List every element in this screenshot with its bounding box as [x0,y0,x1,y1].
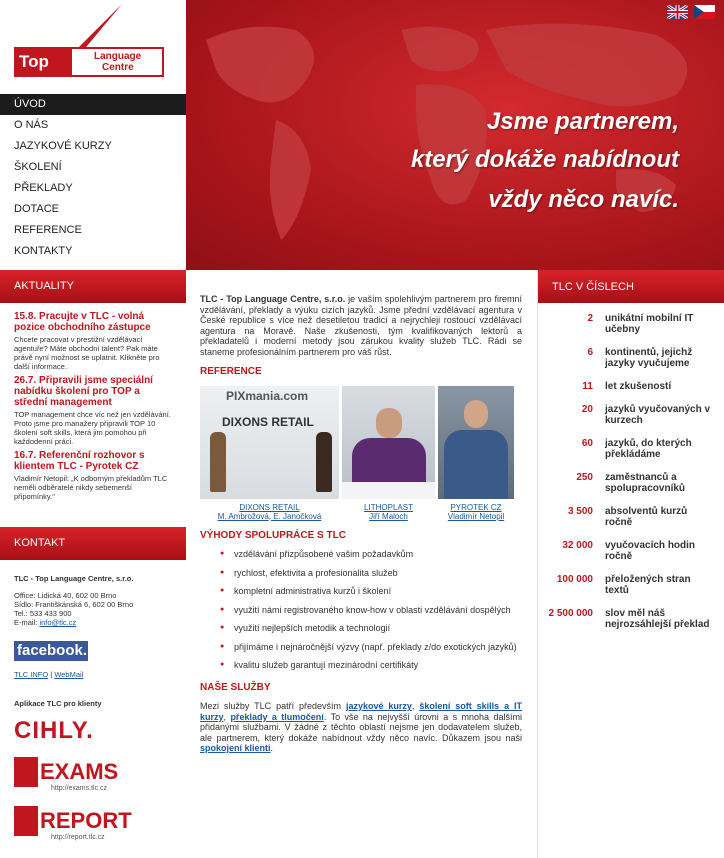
logo-line-1: Language [94,51,142,62]
stat-item [538,540,724,562]
services-text-part: . [270,743,274,753]
stats-heading: TLC V ČÍSLECH [538,270,724,303]
logo-top: Top [16,49,72,75]
report-name: REPORT [40,808,132,833]
slogan-line-3: vždy něco navíc. [488,186,679,213]
main-nav [0,94,186,262]
intro-text [200,294,522,357]
link-preklady-tlumoceni[interactable]: překlady a tlumočení [230,711,324,722]
reference-company-link[interactable]: DIXONS RETAIL [239,502,300,512]
news-title[interactable]: 15.8. Pracujte v TLC - volná pozice obchodního zástupce [14,311,151,333]
logo-box [14,47,164,77]
services-text-part: . To vše na nejvyšší úrovni a s mnoha dalšími přidanými službami. V žádné z těchto oblastí nejsme jen dodavatelem služeb, ale partnerem, který dokáže nabídnout vždy něco navíc. Důkazem jsou naši [200,711,522,743]
reference-gallery [200,386,522,521]
news-text: Chcete pracovat v prestižní vzdělávací agentuře? Máte obchodní talent? Pak máte právě nyní možnost se uplatnit. Klikněte pro další informace. [14,335,160,371]
logo-line-2: Centre [102,62,134,73]
report-app-logo[interactable] [14,806,132,841]
exams-app-logo[interactable] [14,757,119,792]
link-separator: | [50,670,53,679]
stat-item [538,347,724,369]
nav-item-o-nas[interactable]: O NÁS [14,119,49,131]
list-item: ● využití námi registrovaného know-how v oblasti vzdělávání dospělých [220,605,522,616]
stat-number: 100 000 [556,574,593,585]
news-title[interactable]: 16.7. Referenční rozhovor s klientem TLC - Pyrotek CZ [14,450,145,472]
stat-item [538,472,724,494]
list-item: ● rychlost, efektivita a profesionalita služeb [220,568,522,579]
stat-label: přeložených stran textů [605,574,691,596]
stat-number: 2 500 000 [548,608,593,619]
slogan-line-2: který dokáže nabídnout [410,146,679,173]
reference-company-link[interactable]: LITHOPLAST [364,502,413,512]
hero-banner [186,0,724,270]
contact-links [14,670,83,679]
tlc-info-link[interactable]: TLC INFO [14,670,49,679]
services-text-part: Mezi služby TLC patří především [200,701,346,711]
benefits-list [220,549,522,671]
intro-company: TLC - Top Language Centre, s.r.o. [200,294,346,304]
reference-photo [342,386,435,499]
apps-title: Aplikace TLC pro klienty [14,699,102,708]
reference-person-link[interactable]: Vladimír Netopil [447,511,505,521]
nav-item-reference[interactable]: REFERENCE [14,224,82,236]
news-title[interactable]: 26.7. Připravili jsme speciální nabídku školení pro TOP a střední management [14,375,153,408]
stat-label: slov měl náš nejrozsáhlejší překlad [605,608,710,630]
webmail-link[interactable]: WebMail [54,670,84,679]
stat-number: 2 [587,313,593,324]
stat-label: kontinentů, jejichž jazyky vyučujeme [605,347,693,369]
reference-card[interactable] [438,386,514,521]
list-item: ● kompletní administrativa kurzů i školení [220,586,522,597]
reference-card[interactable] [342,386,435,521]
contact-seat: Sídlo: Františkánská 6, 602 00 Brno [14,600,134,609]
contact-tel: Tel.: 533 433 900 [14,609,72,618]
photo-sign-pixmania: PIXmania.com [226,388,309,403]
link-jazykove-kurzy[interactable]: jazykové kurzy [345,701,412,711]
stat-label: unikátní mobilní IT učebny [605,313,694,335]
kontakt-heading: KONTAKT [0,527,186,560]
reference-person-link[interactable]: M. Ambrožová, E. Janočková [217,511,322,521]
stat-label: vyučovacích hodin ročně [605,540,696,562]
exams-url: http://exams.tlc.cz [51,785,108,792]
stat-item [538,404,724,426]
exams-icon [14,757,38,787]
stat-number: 3 500 [567,506,593,517]
report-icon [14,806,38,836]
list-item: ● vzdělávání přizpůsobené vašim požadavkům [220,549,522,560]
link-skoleni-soft-skills[interactable]: školení soft skills a IT kurzy [200,701,522,722]
link-spokojeni-klienti[interactable]: spokojení klienti [200,743,271,753]
contact-email-row [14,618,184,627]
contact-email-link[interactable]: info@tlc.cz [39,618,77,627]
news-list [14,311,174,505]
benefits-heading: VÝHODY SPOLUPRÁCE S TLC [200,529,346,541]
reference-person-link[interactable]: Jiří Maloch [369,511,408,521]
contact-email-label: E-mail: [14,618,38,627]
stat-item [538,574,724,596]
contact-office: Office: Lidická 40, 602 00 Brno [14,591,117,600]
logo[interactable] [0,0,186,94]
stat-number: 6 [587,347,593,358]
list-item: ● kvalitu služeb garantují mezinárodní certifikáty [220,660,522,671]
nav-item-kontakty[interactable]: KONTAKTY [14,245,73,257]
uk-flag-icon[interactable] [667,5,688,19]
list-item: ● přijímáme i nejnáročnější výzvy (např. překlady z/do exotických jazyků) [220,642,522,653]
stat-label: absolventů kurzů ročně [605,506,688,528]
nav-item-jazykove-kurzy[interactable]: JAZYKOVÉ KURZY [14,140,112,152]
reference-photo [200,386,339,499]
cz-flag-icon[interactable] [694,5,715,19]
reference-heading: REFERENCE [200,366,262,377]
stat-item [538,438,724,460]
report-url: http://report.tlc.cz [51,834,105,841]
main-content [200,294,522,754]
reference-company-link[interactable]: PYROTEK CZ [450,502,502,512]
nav-item-skoleni[interactable]: ŠKOLENÍ [14,161,62,173]
news-text: Vladimír Netopil: „K odborným překladům TLC neměli odběratelé nikdy sebemenší připomínky." [14,474,168,501]
stat-label: jazyků, do kterých překládáme [605,438,692,460]
stat-label: jazyků vyučovaných v kurzech [605,404,711,426]
stat-label: let zkušeností [605,381,672,392]
stat-item [538,608,724,630]
contact-info [14,574,184,627]
contact-company: TLC - Top Language Centre, s.r.o. [14,574,134,583]
services-text-part: , [223,711,231,722]
stat-number: 32 000 [562,540,593,551]
nav-item-uvod[interactable]: ÚVOD [0,94,190,115]
stat-item [538,381,724,392]
intro-body: je vaším spolehlivým partnerem pro firemní vzdělávání, překlady a výuku cizích jazyků. Jsme přední vzdělávací agentura v České republice s více než desetiletou tradicí a nejrychleji rostoucí vzdělávací agentura na Moravě. Naše zkušenosti, tým kvalifikovaných lektorů a překladatelů i moderní metody jsou zárukou kvality služeb TLC. Rádi se staneme profesionálním partnerem pro váš růst. [200,294,522,357]
list-item: ● využití nejlepších metodik a technologií [220,623,522,634]
stat-number: 11 [582,381,593,392]
stat-number: 60 [581,438,593,449]
reference-card[interactable] [200,386,339,521]
stat-item [538,313,724,335]
photo-sign-dixons: DIXONS RETAIL [222,414,314,429]
slogan-line-1: Jsme partnerem, [486,108,679,135]
stat-item [538,506,724,528]
nav-item-dotace[interactable]: DOTACE [14,203,60,215]
cihly-app-logo[interactable]: CIHLY. [14,717,94,744]
stat-number: 250 [576,472,593,483]
exams-name: EXAMS [40,759,119,784]
stats-column [537,270,724,858]
services-text [200,701,522,754]
services-heading: NAŠE SLUŽBY [200,681,271,693]
nav-item-preklady[interactable]: PŘEKLADY [14,182,73,194]
stats-list [538,313,724,642]
facebook-button[interactable]: facebook. [14,641,88,661]
services-text-part: , [411,701,420,711]
aktuality-heading: AKTUALITY [0,270,186,303]
logo-language-centre [94,51,141,73]
news-text: TOP management chce víc než jen vzdělávání. Proto jsme pro manažery připravili TOP 10 školení soft skills, která jim pomohou při každodenní práci. [14,410,171,446]
reference-photo [438,386,514,499]
stat-number: 20 [581,404,593,415]
stat-label: zaměstnanců a spolupracovníků [605,472,686,494]
